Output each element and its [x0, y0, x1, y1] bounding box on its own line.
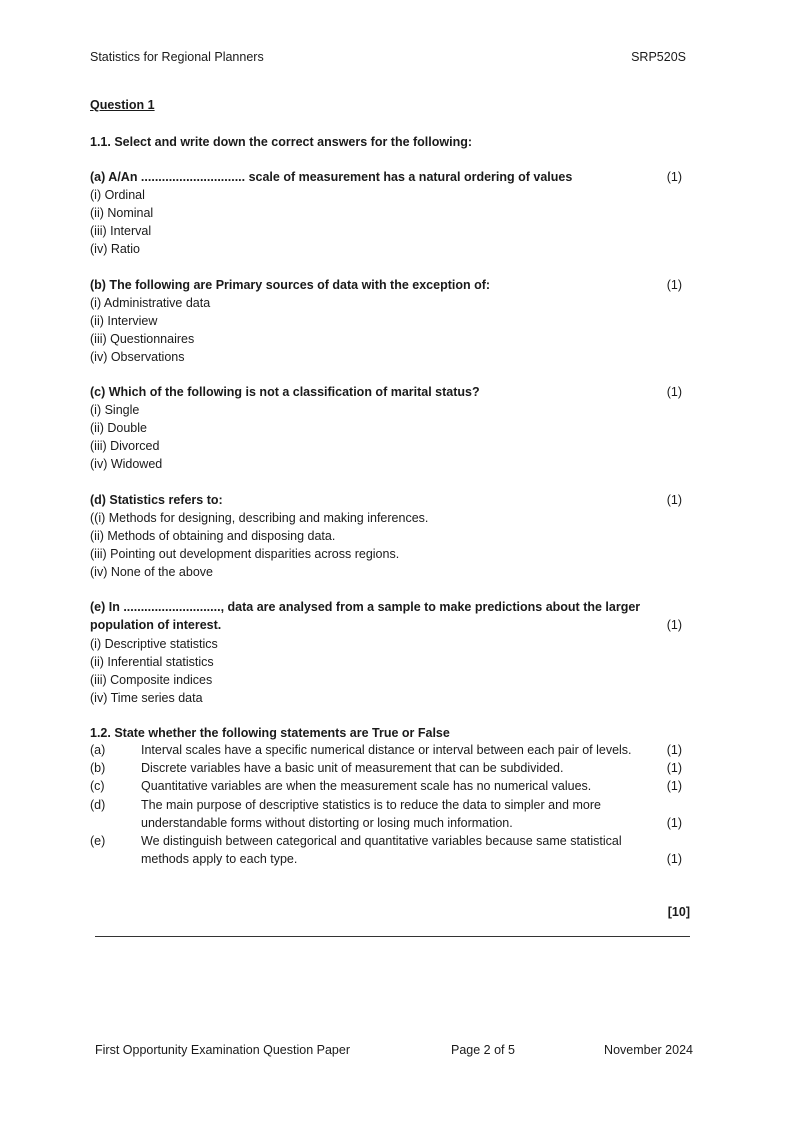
option: (iv) Time series data	[90, 691, 203, 705]
question-mark: (1)	[666, 385, 682, 399]
question-mark: (1)	[666, 493, 682, 507]
tf-mark: (1)	[666, 816, 682, 830]
tf-statement: The main purpose of descriptive statistics is to reduce the data to simpler and more	[141, 798, 601, 812]
tf-label: (c)	[90, 779, 105, 793]
option: (ii) Nominal	[90, 206, 154, 220]
tf-mark: (1)	[666, 761, 682, 775]
tf-label: (a)	[90, 743, 106, 757]
tf-mark: (1)	[666, 743, 682, 757]
footer-left: First Opportunity Examination Question Paper	[95, 1043, 350, 1057]
option: (ii) Methods of obtaining and disposing data.	[90, 529, 336, 543]
option: (ii) Interview	[90, 314, 158, 328]
tf-statement: Quantitative variables are when the measurement scale has no numerical values.	[141, 779, 592, 793]
option: (iii) Interval	[90, 224, 152, 238]
question-mark: (1)	[666, 618, 682, 632]
tf-statement: We distinguish between categorical and quantitative variables because same statistical	[141, 834, 622, 848]
section-1-2-title: 1.2. State whether the following statements are True or False	[90, 726, 450, 740]
option: (i) Administrative data	[90, 296, 211, 310]
option: (ii) Inferential statistics	[90, 655, 214, 669]
total-marks: [10]	[667, 905, 690, 919]
section-1-1-title: 1.1. Select and write down the correct answers for the following:	[90, 135, 473, 149]
tf-mark: (1)	[666, 852, 682, 866]
question-stem: (e) In ............................, data are analysed from a sample to make predictions about the larger	[90, 600, 641, 614]
header-code: SRP520S	[631, 50, 686, 64]
question-stem: (c) Which of the following is not a classification of marital status?	[90, 385, 480, 399]
question-stem-continued: population of interest.	[90, 618, 222, 632]
question-stem: (a) A/An .............................. scale of measurement has a natural ordering of values	[90, 170, 573, 184]
tf-mark: (1)	[666, 779, 682, 793]
option: (iv) Ratio	[90, 242, 141, 256]
option: ((i) Methods for designing, describing and making inferences.	[90, 511, 429, 525]
option: (i) Ordinal	[90, 188, 145, 202]
question-mark: (1)	[666, 170, 682, 184]
option: (iv) None of the above	[90, 565, 213, 579]
question-stem: (b) The following are Primary sources of data with the exception of:	[90, 278, 491, 292]
option: (iv) Widowed	[90, 457, 163, 471]
header-course: Statistics for Regional Planners	[90, 50, 264, 64]
tf-label: (e)	[90, 834, 106, 848]
tf-statement-continued: methods apply to each type.	[141, 852, 298, 866]
option: (ii) Double	[90, 421, 147, 435]
option: (iii) Composite indices	[90, 673, 213, 687]
tf-statement: Discrete variables have a basic unit of measurement that can be subdivided.	[141, 761, 564, 775]
question-title: Question 1	[90, 98, 155, 112]
tf-statement: Interval scales have a specific numerical distance or interval between each pair of levels.	[141, 743, 632, 757]
footer-date: November 2024	[604, 1043, 693, 1057]
tf-label: (b)	[90, 761, 106, 775]
option: (iii) Pointing out development disparities across regions.	[90, 547, 400, 561]
tf-statement-continued: understandable forms without distorting or losing much information.	[141, 816, 513, 830]
question-stem: (d) Statistics refers to:	[90, 493, 223, 507]
question-mark: (1)	[666, 278, 682, 292]
footer-page: Page 2 of 5	[451, 1043, 515, 1057]
option: (i) Single	[90, 403, 140, 417]
option: (iv) Observations	[90, 350, 185, 364]
option: (i) Descriptive statistics	[90, 637, 218, 651]
tf-label: (d)	[90, 798, 106, 812]
option: (iii) Divorced	[90, 439, 160, 453]
divider	[95, 936, 690, 937]
option: (iii) Questionnaires	[90, 332, 195, 346]
